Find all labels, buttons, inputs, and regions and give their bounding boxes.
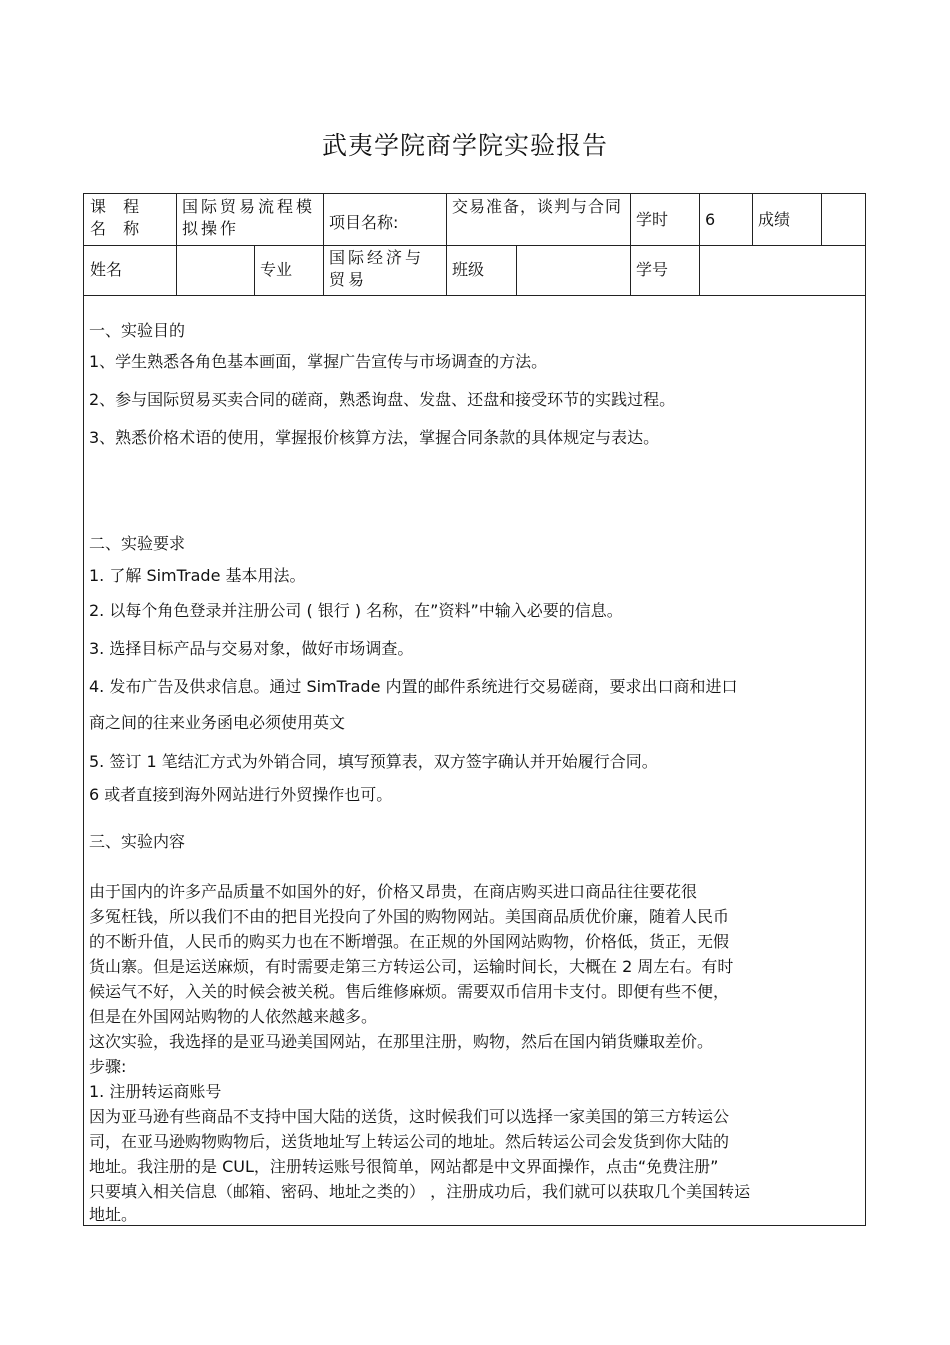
grade-label: 成绩 <box>758 209 791 229</box>
list-item: 1、学生熟悉各角色基本画面，掌握广告宣传与市场调查的方法。 <box>89 352 548 371</box>
class-value <box>516 245 630 295</box>
report-title: 武夷学院商学院实验报告 <box>321 131 608 160</box>
name-value <box>176 245 254 295</box>
section-heading-requirements: 二、实验要求 <box>89 534 186 553</box>
list-item: 3. 选择目标产品与交易对象，做好市场调查。 <box>89 639 414 658</box>
list-item: 1. 了解 SimTrade 基本用法。 <box>89 566 306 585</box>
content-line: 步骤: <box>89 1057 127 1076</box>
report-table <box>83 193 866 1226</box>
row-divider <box>84 295 865 296</box>
content-line: 地址。我注册的是 CUL，注册转运账号很简单，网站都是中文界面操作，点击“免费注册” <box>89 1157 719 1176</box>
content-line: 因为亚马逊有些商品不支持中国大陆的送货，这时候我们可以选择一家美国的第三方转运公 <box>89 1107 730 1126</box>
content-line: 但是在外国网站购物的人依然越来越多。 <box>89 1007 378 1026</box>
content-line: 由于国内的许多产品质量不如国外的好，价格又昂贵，在商店购买进口商品往往要花很 <box>89 882 698 901</box>
hours-value: 6 <box>705 209 716 229</box>
list-item: 2、参与国际贸易买卖合同的磋商，熟悉询盘、发盘、还盘和接受环节的实践过程。 <box>89 390 676 409</box>
project-name-value: 交易准备，谈判与合同 <box>452 197 623 216</box>
section-heading-content: 三、实验内容 <box>89 832 186 851</box>
student-id-value <box>699 245 865 295</box>
list-item: 3、熟悉价格术语的使用，掌握报价核算方法，掌握合同条款的具体规定与表达。 <box>89 428 660 447</box>
content-line: 的不断升值，人民币的购买力也在不断增强。在正规的外国网站购物，价格低，货正，无假 <box>89 932 730 951</box>
content-line: 司，在亚马逊购物购物后，送货地址写上转运公司的地址。然后转运公司会发货到你大陆的 <box>89 1132 730 1151</box>
content-line: 候运气不好，入关的时候会被关税。售后维修麻烦。需要双币信用卡支付。即便有些不便， <box>89 982 730 1001</box>
content-line: 1. 注册转运商账号 <box>89 1082 222 1101</box>
course-name-label: 课 程 名 称 <box>90 197 146 238</box>
content-line: 这次实验，我选择的是亚马逊美国网站，在那里注册，购物，然后在国内销货赚取差价。 <box>89 1032 714 1051</box>
student-id-label: 学号 <box>636 260 669 279</box>
list-item: 6 或者直接到海外网站进行外贸操作也可。 <box>89 785 393 804</box>
list-item: 商之间的往来业务函电必须使用英文 <box>89 713 346 732</box>
content-line: 地址。 <box>89 1205 138 1224</box>
course-name-value: 国际贸易流程模拟操作 <box>182 197 316 238</box>
list-item: 2. 以每个角色登录并注册公司 ( 银行 ) 名称，在”资料”中输入必要的信息。 <box>89 601 623 620</box>
section-heading-purpose: 一、实验目的 <box>89 321 186 340</box>
list-item: 4. 发布广告及供求信息。通过 SimTrade 内置的邮件系统进行交易磋商，要求出口商和进口 <box>89 677 738 696</box>
class-label: 班级 <box>452 260 485 279</box>
content-line: 多冤枉钱，所以我们不由的把目光投向了外国的购物网站。美国商品质优价廉，随着人民币 <box>89 907 730 926</box>
name-label: 姓名 <box>90 260 123 279</box>
list-item: 5. 签订 1 笔结汇方式为外销合同，填写预算表，双方签字确认并开始履行合同。 <box>89 752 658 771</box>
content-line: 货山寨。但是运送麻烦，有时需要走第三方转运公司，运输时间长，大概在 2 周左右。有时 <box>89 957 734 976</box>
grade-value <box>821 194 865 245</box>
major-label: 专业 <box>260 260 293 279</box>
content-line: 只要填入相关信息（邮箱、密码、地址之类的） ，注册成功后，我们就可以获取几个美国转运 <box>89 1182 751 1201</box>
hours-label: 学时 <box>636 209 669 229</box>
project-name-label: 项目名称: <box>329 212 399 232</box>
major-value: 国际经济与贸易 <box>329 248 425 289</box>
